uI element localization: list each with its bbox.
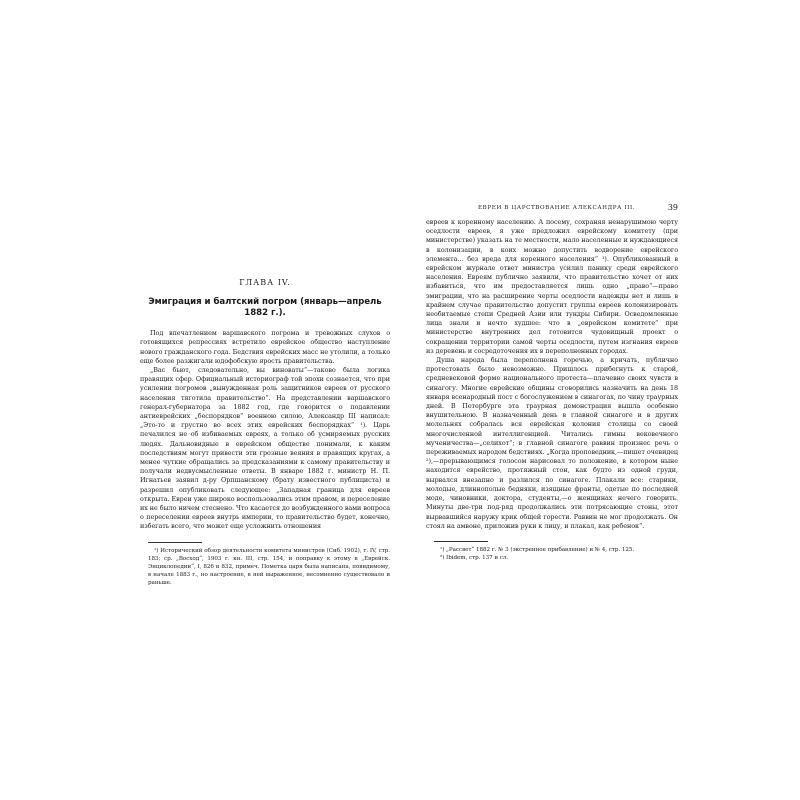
chapter-heading: Эмиграция и балтский погром (январь—апрель 1882 г.). <box>148 297 382 319</box>
chapter-title: ГЛАВА IV. <box>239 278 291 287</box>
footnote-divider <box>148 542 202 543</box>
paragraph: Душа народа была переполнена горечью, а кричать, публично протестовать было невозможно. Пришлось прибегнуть к старой, средневековой форме национального протеста—плачевно своих чувств в синагогу. Многие еврейские общины сговорились назначить на день 18 января всенародный пост с богослужением в синагогах, по чину траурных дней. В Петербурге эта траурная демонстрация вышла особенно внушительною. В назначенный день в главной синагоге и в других молельнях собралась вся еврейская колония столицы со своей многочисленной интеллигенцией. Читались гимны вековечного мученичества—„селихот“; в главной синагоге раввин произнес речь о переживаемых народом бедствиях. „Когда проповедник,—пишет очевидец ²),—прерывающимся голосом нарисовал то положение, в котором ныне находится еврейство, протяжный стон, как будто из одной груди, вырвался внезапно и разлился по синагоге. Плакали все: старики, молодые, длиннополые бедняки, изящные франты, одетые по последней моде, чиновники, доктора, студенты,—о женщинах нечего говорить. Минуты две-три под-ряд продолжались эти потрясающие стоны, этот вырвавшийся наружу крик общей горести. Раввин не мог продолжать. Он стоял на амвоне, приложив руки к лицу, и плакал, как ребенок“. <box>426 356 678 530</box>
page-number: 39 <box>667 203 678 212</box>
footnote-divider <box>434 541 488 542</box>
footnote: ²) Ibidem, стр. 137 и сл. <box>440 554 509 561</box>
right-page <box>426 218 678 562</box>
running-header <box>426 203 678 215</box>
footnote: ¹) „Рассвет“ 1882 г. № 3 (экстренное прибавление) и № 4, стр. 125. <box>440 546 635 553</box>
paragraph: евреев к коренному населению. А посему, сохраняя ненарушимою черту оседлости евреев, я уже предложил еврейскому комитету (при министерстве) указать на те местности, мало населенные и нуждающиеся в колонизации, в коих можно допустить водворение еврейского элемента... без вреда для коренного населения“ ¹). Опубликованный в еврейском журнале ответ министра усилил панику среди еврейского населения. Евреям публично заявили, что правительство хочет от них избавиться, что им предоставляется лишь одно „право“—право эмиграции, что на расширение черты оседлости надежды нет и лишь в крайнем случае правительство допустит группы евреев колонизировать необитаемые степи Средней Азии или тундры Сибири. Осведомленные лица знали и нечто худшее: что в „еврейском комитете“ при министерстве внутренних дел готовится чудовищный проект о сокращении территории самой черты оседлости, путем изгнания евреев из деревень и сосредоточения их в переполненных городах. <box>426 218 678 355</box>
running-title: ЕВРЕИ В ЦАРСТВОВАНИЕ АЛЕКСАНДРА III. <box>478 205 636 211</box>
footnote: ¹) Исторический обзор деятельности комитета министров (Сиб. 1902), т. IV, стр. 183; ср. „Восход“, 1903 г. кн. III, стр. 154, и поправку к этому в „Еврейск. Энциклопедии“, I, 826 и 832, примеч. Пометка царя была написана, повидимому, в начале 1883 г., но настроение, в ней выраженное, несомненно существовало и раньше. <box>148 547 390 586</box>
left-page <box>140 278 390 587</box>
paragraph: „Вас бьют, следовательно, вы виноваты“—таково была логика правящих сфер. Официальный историограф той эпохи сознается, что при усилении погромов „вынужденная роль защитников евреев от русского населения тяготила правительство“. На представлении варшавского генерал-губернатора за 1882 год, где говорится о подавлении антиеврейских „беспорядков“ военною силою, Александр III написал: „Это-то и грустно во всех этих еврейских беспорядках“ ¹). Царь печалился не об избиваемых евреях, а только об усмиряемых русских людях. Дальновидные в еврейском обществе понимали, к каким последствиям могут привести эти грозные веяния в правящих кругах, а менее чуткие обращались за предсказаниями к самому правительству и получали недвусмысленные ответы. В январе 1882 г. министр Н. П. Игнатьев заявил д-ру Орпшанскому (брату известного публициста) и разрешил опубликовать следующее: „Западная граница для евреев открыта. Евреи уже широко воспользовались этим правом, и переселение их не было ничем стеснено. Что касается до возбужденного вами вопроса о переселении евреев внутрь империи, то правительство будет, конечно, избегать всего, что может еще усложнить отношения <box>140 366 390 531</box>
paragraph: Под впечатлением варшавского погрома и тревожных слухов о готовящихся репрессиях встретило еврейское общество наступление нового гражданского года. Бедствия еврейских масс не утолили, а только еще более разжигали юдофобскую ярость правительства. <box>140 329 390 365</box>
